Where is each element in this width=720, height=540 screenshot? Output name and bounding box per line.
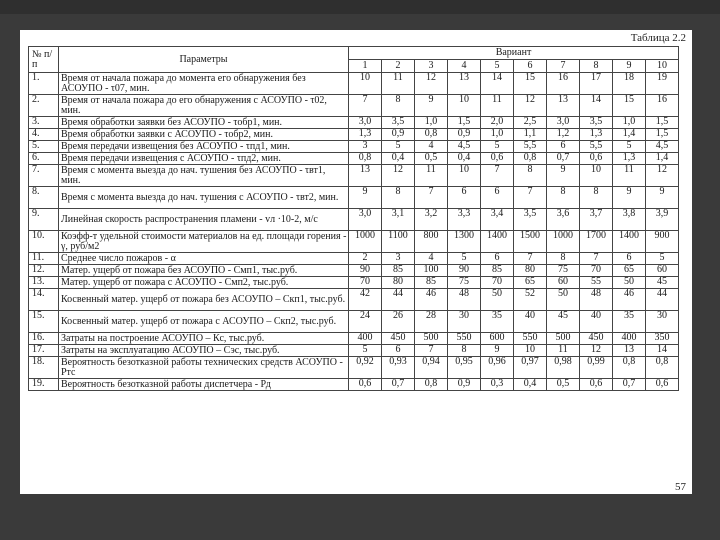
variant-value: 65 bbox=[514, 277, 547, 289]
variant-value: 11 bbox=[547, 345, 580, 357]
row-number: 16. bbox=[29, 333, 59, 345]
variant-header-cell: 4 bbox=[448, 60, 481, 73]
variant-value: 16 bbox=[547, 73, 580, 95]
variant-value: 85 bbox=[481, 265, 514, 277]
variant-value: 19 bbox=[646, 73, 679, 95]
variant-value: 0,97 bbox=[514, 357, 547, 379]
parameter-name: Время от начала пожара до момента его обнаружения без АСОУПО - τ07, мин. bbox=[59, 73, 349, 95]
variant-value: 350 bbox=[646, 333, 679, 345]
variant-value: 5 bbox=[448, 253, 481, 265]
variant-value: 1,5 bbox=[448, 117, 481, 129]
variant-value: 60 bbox=[547, 277, 580, 289]
table-row bbox=[29, 265, 679, 277]
variant-value: 9 bbox=[415, 95, 448, 117]
slide-top-bar bbox=[0, 0, 720, 14]
variant-value: 44 bbox=[646, 289, 679, 311]
variant-value: 8 bbox=[547, 253, 580, 265]
variant-value: 45 bbox=[547, 311, 580, 333]
variant-value: 3,4 bbox=[481, 209, 514, 231]
variant-value: 6 bbox=[448, 187, 481, 209]
variant-value: 18 bbox=[613, 73, 646, 95]
variant-value: 50 bbox=[547, 289, 580, 311]
row-number: 17. bbox=[29, 345, 59, 357]
variant-value: 11 bbox=[481, 95, 514, 117]
table-row bbox=[29, 153, 679, 165]
variant-value: 100 bbox=[415, 265, 448, 277]
table-row bbox=[29, 165, 679, 187]
row-number: 2. bbox=[29, 95, 59, 117]
variant-value: 11 bbox=[613, 165, 646, 187]
variant-value: 9 bbox=[646, 187, 679, 209]
variant-value: 11 bbox=[382, 73, 415, 95]
variant-value: 26 bbox=[382, 311, 415, 333]
variant-value: 5 bbox=[349, 345, 382, 357]
variant-value: 46 bbox=[613, 289, 646, 311]
variant-value: 44 bbox=[382, 289, 415, 311]
variant-value: 4,5 bbox=[646, 141, 679, 153]
variant-value: 5 bbox=[646, 253, 679, 265]
row-number: 9. bbox=[29, 209, 59, 231]
variant-value: 9 bbox=[613, 187, 646, 209]
variant-header-cell: 7 bbox=[547, 60, 580, 73]
variant-value: 28 bbox=[415, 311, 448, 333]
variant-value: 0,6 bbox=[580, 379, 613, 391]
variant-value: 4 bbox=[415, 141, 448, 153]
table-row bbox=[29, 345, 679, 357]
row-number: 5. bbox=[29, 141, 59, 153]
variant-value: 5 bbox=[613, 141, 646, 153]
variant-value: 80 bbox=[382, 277, 415, 289]
variant-value: 8 bbox=[514, 165, 547, 187]
variant-value: 12 bbox=[580, 345, 613, 357]
variant-value: 400 bbox=[613, 333, 646, 345]
variant-value: 0,99 bbox=[580, 357, 613, 379]
variant-value: 12 bbox=[646, 165, 679, 187]
variant-value: 1000 bbox=[547, 231, 580, 253]
variant-header-cell: 10 bbox=[646, 60, 679, 73]
variant-value: 7 bbox=[415, 187, 448, 209]
variant-value: 0,9 bbox=[448, 129, 481, 141]
parameter-name: Затраты на эксплуатацию АСОУПО – Сэс, тыс.руб. bbox=[59, 345, 349, 357]
variant-value: 0,8 bbox=[415, 129, 448, 141]
variant-value: 40 bbox=[514, 311, 547, 333]
variant-value: 5,5 bbox=[514, 141, 547, 153]
variant-value: 900 bbox=[646, 231, 679, 253]
row-number: 3. bbox=[29, 117, 59, 129]
variant-value: 7 bbox=[580, 253, 613, 265]
variant-value: 0,8 bbox=[415, 379, 448, 391]
row-number: 10. bbox=[29, 231, 59, 253]
variant-value: 0,95 bbox=[448, 357, 481, 379]
table-row bbox=[29, 357, 679, 379]
variant-value: 7 bbox=[415, 345, 448, 357]
variant-value: 3,7 bbox=[580, 209, 613, 231]
variant-value: 800 bbox=[415, 231, 448, 253]
variant-value: 0,7 bbox=[613, 379, 646, 391]
row-number: 1. bbox=[29, 73, 59, 95]
variant-value: 10 bbox=[514, 345, 547, 357]
variant-value: 75 bbox=[448, 277, 481, 289]
variant-value: 45 bbox=[646, 277, 679, 289]
table-row bbox=[29, 311, 679, 333]
variant-value: 6 bbox=[481, 187, 514, 209]
variant-value: 85 bbox=[382, 265, 415, 277]
variant-value: 3,5 bbox=[514, 209, 547, 231]
row-number: 12. bbox=[29, 265, 59, 277]
variant-value: 0,6 bbox=[646, 379, 679, 391]
variant-value: 5 bbox=[382, 141, 415, 153]
variant-value: 14 bbox=[481, 73, 514, 95]
variant-value: 85 bbox=[415, 277, 448, 289]
variant-value: 2 bbox=[349, 253, 382, 265]
variant-value: 1400 bbox=[481, 231, 514, 253]
variant-value: 70 bbox=[349, 277, 382, 289]
variant-value: 2,0 bbox=[481, 117, 514, 129]
variant-value: 550 bbox=[514, 333, 547, 345]
parameter-name: Время передачи извещения без АСОУПО - τпд1, мин. bbox=[59, 141, 349, 153]
variant-value: 1000 bbox=[349, 231, 382, 253]
table-row bbox=[29, 129, 679, 141]
variant-value: 0,94 bbox=[415, 357, 448, 379]
variant-value: 8 bbox=[382, 95, 415, 117]
table-row bbox=[29, 289, 679, 311]
variant-value: 90 bbox=[349, 265, 382, 277]
variant-value: 7 bbox=[349, 95, 382, 117]
table-row bbox=[29, 379, 679, 391]
parameter-name: Время обработки заявки с АСОУПО - τобр2, мин. bbox=[59, 129, 349, 141]
variant-value: 52 bbox=[514, 289, 547, 311]
variant-value: 40 bbox=[580, 311, 613, 333]
variant-value: 35 bbox=[481, 311, 514, 333]
variant-column-header: Вариант bbox=[349, 47, 679, 60]
variant-value: 0,7 bbox=[547, 153, 580, 165]
parameter-name: Время обработки заявки без АСОУПО - τобр1, мин. bbox=[59, 117, 349, 129]
variant-value: 48 bbox=[580, 289, 613, 311]
parameter-name: Матер. ущерб от пожара с АСОУПО - Смп2, тыс.руб. bbox=[59, 277, 349, 289]
variant-value: 3,1 bbox=[382, 209, 415, 231]
variant-value: 13 bbox=[349, 165, 382, 187]
variant-value: 4,5 bbox=[448, 141, 481, 153]
variant-value: 1,5 bbox=[646, 129, 679, 141]
variant-value: 500 bbox=[415, 333, 448, 345]
variant-value: 10 bbox=[448, 165, 481, 187]
variant-value: 12 bbox=[514, 95, 547, 117]
row-number: 15. bbox=[29, 311, 59, 333]
variant-value: 10 bbox=[448, 95, 481, 117]
variant-value: 7 bbox=[481, 165, 514, 187]
variant-value: 0,4 bbox=[382, 153, 415, 165]
variant-value: 46 bbox=[415, 289, 448, 311]
variant-value: 9 bbox=[349, 187, 382, 209]
row-number: 4. bbox=[29, 129, 59, 141]
variant-value: 8 bbox=[547, 187, 580, 209]
variant-value: 70 bbox=[580, 265, 613, 277]
variant-value: 500 bbox=[547, 333, 580, 345]
variant-value: 3,3 bbox=[448, 209, 481, 231]
variant-value: 3,0 bbox=[349, 117, 382, 129]
variant-value: 3,5 bbox=[580, 117, 613, 129]
variant-value: 5,5 bbox=[580, 141, 613, 153]
table-row bbox=[29, 141, 679, 153]
variant-value: 1,4 bbox=[613, 129, 646, 141]
variant-value: 400 bbox=[349, 333, 382, 345]
row-number: 14. bbox=[29, 289, 59, 311]
variant-value: 0,92 bbox=[349, 357, 382, 379]
variant-value: 1,3 bbox=[580, 129, 613, 141]
parameter-name: Время передачи извещения с АСОУПО - τпд2, мин. bbox=[59, 153, 349, 165]
variant-value: 3 bbox=[349, 141, 382, 153]
table-row bbox=[29, 333, 679, 345]
variant-value: 1300 bbox=[448, 231, 481, 253]
variant-value: 9 bbox=[547, 165, 580, 187]
variant-header-cell: 8 bbox=[580, 60, 613, 73]
variant-value: 8 bbox=[382, 187, 415, 209]
variant-value: 3 bbox=[382, 253, 415, 265]
row-number: 6. bbox=[29, 153, 59, 165]
variant-value: 0,4 bbox=[448, 153, 481, 165]
variant-value: 15 bbox=[514, 73, 547, 95]
variant-value: 1100 bbox=[382, 231, 415, 253]
variant-value: 13 bbox=[547, 95, 580, 117]
variant-value: 1,3 bbox=[613, 153, 646, 165]
variant-value: 450 bbox=[580, 333, 613, 345]
variant-value: 3,2 bbox=[415, 209, 448, 231]
variant-value: 5 bbox=[481, 141, 514, 153]
variant-value: 50 bbox=[613, 277, 646, 289]
variant-value: 1,1 bbox=[514, 129, 547, 141]
variant-value: 3,9 bbox=[646, 209, 679, 231]
variant-value: 0,8 bbox=[646, 357, 679, 379]
variant-value: 0,98 bbox=[547, 357, 580, 379]
variant-value: 1,4 bbox=[646, 153, 679, 165]
document-page bbox=[20, 30, 692, 494]
row-number: 13. bbox=[29, 277, 59, 289]
variant-value: 0,6 bbox=[481, 153, 514, 165]
row-number: 19. bbox=[29, 379, 59, 391]
variant-value: 70 bbox=[481, 277, 514, 289]
variant-value: 1,2 bbox=[547, 129, 580, 141]
table-row bbox=[29, 231, 679, 253]
variant-value: 2,5 bbox=[514, 117, 547, 129]
variant-value: 3,6 bbox=[547, 209, 580, 231]
parameter-name: Коэфф-т удельной стоимости материалов на ед. площади горения - γ, руб/м2 bbox=[59, 231, 349, 253]
parameter-name: Вероятность безотказной работы технических средств АСОУПО - Ртс bbox=[59, 357, 349, 379]
variant-value: 24 bbox=[349, 311, 382, 333]
variant-value: 600 bbox=[481, 333, 514, 345]
parameter-name: Матер. ущерб от пожара без АСОУПО - Смп1, тыс.руб. bbox=[59, 265, 349, 277]
variant-value: 42 bbox=[349, 289, 382, 311]
variant-value: 15 bbox=[613, 95, 646, 117]
row-number: 11. bbox=[29, 253, 59, 265]
parameter-name: Среднее число пожаров - α bbox=[59, 253, 349, 265]
variant-value: 13 bbox=[448, 73, 481, 95]
variant-value: 13 bbox=[613, 345, 646, 357]
variant-value: 6 bbox=[382, 345, 415, 357]
variant-header-cell: 1 bbox=[349, 60, 382, 73]
param-column-header: Параметры bbox=[59, 47, 349, 73]
variant-value: 75 bbox=[547, 265, 580, 277]
variant-value: 1,3 bbox=[349, 129, 382, 141]
variant-value: 7 bbox=[514, 253, 547, 265]
row-number: 8. bbox=[29, 187, 59, 209]
parameter-name: Косвенный матер. ущерб от пожара без АСОУПО – Скп1, тыс.руб. bbox=[59, 289, 349, 311]
variant-value: 0,96 bbox=[481, 357, 514, 379]
variant-value: 1,0 bbox=[613, 117, 646, 129]
parameter-name: Линейная скорость распространения пламени - vл ·10-2, м/с bbox=[59, 209, 349, 231]
variant-value: 0,6 bbox=[580, 153, 613, 165]
variant-value: 1,0 bbox=[415, 117, 448, 129]
variant-value: 55 bbox=[580, 277, 613, 289]
variant-value: 550 bbox=[448, 333, 481, 345]
variant-value: 35 bbox=[613, 311, 646, 333]
parameter-name: Время с момента выезда до нач. тушения без АСОУПО - τвт1, мин. bbox=[59, 165, 349, 187]
table-row bbox=[29, 187, 679, 209]
variant-value: 14 bbox=[646, 345, 679, 357]
variant-value: 7 bbox=[514, 187, 547, 209]
variant-value: 0,8 bbox=[514, 153, 547, 165]
variant-value: 3,0 bbox=[547, 117, 580, 129]
variant-value: 90 bbox=[448, 265, 481, 277]
variant-value: 0,7 bbox=[382, 379, 415, 391]
variant-value: 0,93 bbox=[382, 357, 415, 379]
variant-header-cell: 6 bbox=[514, 60, 547, 73]
variant-value: 16 bbox=[646, 95, 679, 117]
table-caption: Таблица 2.2 bbox=[630, 32, 686, 44]
variant-value: 0,8 bbox=[349, 153, 382, 165]
variant-value: 17 bbox=[580, 73, 613, 95]
variant-header-cell: 3 bbox=[415, 60, 448, 73]
variant-value: 12 bbox=[415, 73, 448, 95]
variant-value: 0,9 bbox=[448, 379, 481, 391]
variant-value: 450 bbox=[382, 333, 415, 345]
table-row bbox=[29, 95, 679, 117]
table-row bbox=[29, 209, 679, 231]
variant-value: 8 bbox=[580, 187, 613, 209]
parameter-name: Время от начала пожара до его обнаружения с АСОУПО - τ02, мин. bbox=[59, 95, 349, 117]
row-number: 18. bbox=[29, 357, 59, 379]
variant-value: 30 bbox=[448, 311, 481, 333]
variant-value: 1500 bbox=[514, 231, 547, 253]
table-row bbox=[29, 73, 679, 95]
parameter-name: Вероятность безотказной работы диспетчера - Рд bbox=[59, 379, 349, 391]
variant-value: 60 bbox=[646, 265, 679, 277]
variant-value: 0,9 bbox=[382, 129, 415, 141]
variant-value: 0,6 bbox=[349, 379, 382, 391]
variant-value: 0,3 bbox=[481, 379, 514, 391]
num-column-header: № п/п bbox=[29, 47, 59, 73]
variant-value: 10 bbox=[349, 73, 382, 95]
variant-value: 11 bbox=[415, 165, 448, 187]
header-row bbox=[29, 47, 679, 60]
parameter-name: Затраты на построение АСОУПО – Кс, тыс.руб. bbox=[59, 333, 349, 345]
variant-value: 1700 bbox=[580, 231, 613, 253]
table-row bbox=[29, 117, 679, 129]
variant-value: 8 bbox=[448, 345, 481, 357]
variant-value: 0,5 bbox=[415, 153, 448, 165]
variant-value: 6 bbox=[613, 253, 646, 265]
variant-value: 10 bbox=[580, 165, 613, 187]
variant-value: 12 bbox=[382, 165, 415, 187]
variant-value: 3,8 bbox=[613, 209, 646, 231]
variant-value: 1,0 bbox=[481, 129, 514, 141]
variant-value: 65 bbox=[613, 265, 646, 277]
variant-value: 4 bbox=[415, 253, 448, 265]
table-row bbox=[29, 277, 679, 289]
variant-value: 1,5 bbox=[646, 117, 679, 129]
variant-value: 6 bbox=[481, 253, 514, 265]
variant-value: 0,8 bbox=[613, 357, 646, 379]
variant-value: 14 bbox=[580, 95, 613, 117]
variant-value: 6 bbox=[547, 141, 580, 153]
parameter-name: Косвенный матер. ущерб от пожара с АСОУПО – Скп2, тыс.руб. bbox=[59, 311, 349, 333]
variant-value: 1400 bbox=[613, 231, 646, 253]
page-number: 57 bbox=[675, 481, 686, 493]
variant-value: 0,4 bbox=[514, 379, 547, 391]
row-number: 7. bbox=[29, 165, 59, 187]
variant-value: 50 bbox=[481, 289, 514, 311]
variant-value: 3,5 bbox=[382, 117, 415, 129]
variant-value: 9 bbox=[481, 345, 514, 357]
variant-header-cell: 5 bbox=[481, 60, 514, 73]
variant-value: 0,5 bbox=[547, 379, 580, 391]
variant-header-cell: 2 bbox=[382, 60, 415, 73]
variant-value: 3,0 bbox=[349, 209, 382, 231]
variant-value: 48 bbox=[448, 289, 481, 311]
parameters-table bbox=[28, 46, 679, 391]
parameter-name: Время с момента выезда до нач. тушения с АСОУПО - τвт2, мин. bbox=[59, 187, 349, 209]
variant-value: 30 bbox=[646, 311, 679, 333]
variant-header-cell: 9 bbox=[613, 60, 646, 73]
variant-value: 80 bbox=[514, 265, 547, 277]
table-row bbox=[29, 253, 679, 265]
